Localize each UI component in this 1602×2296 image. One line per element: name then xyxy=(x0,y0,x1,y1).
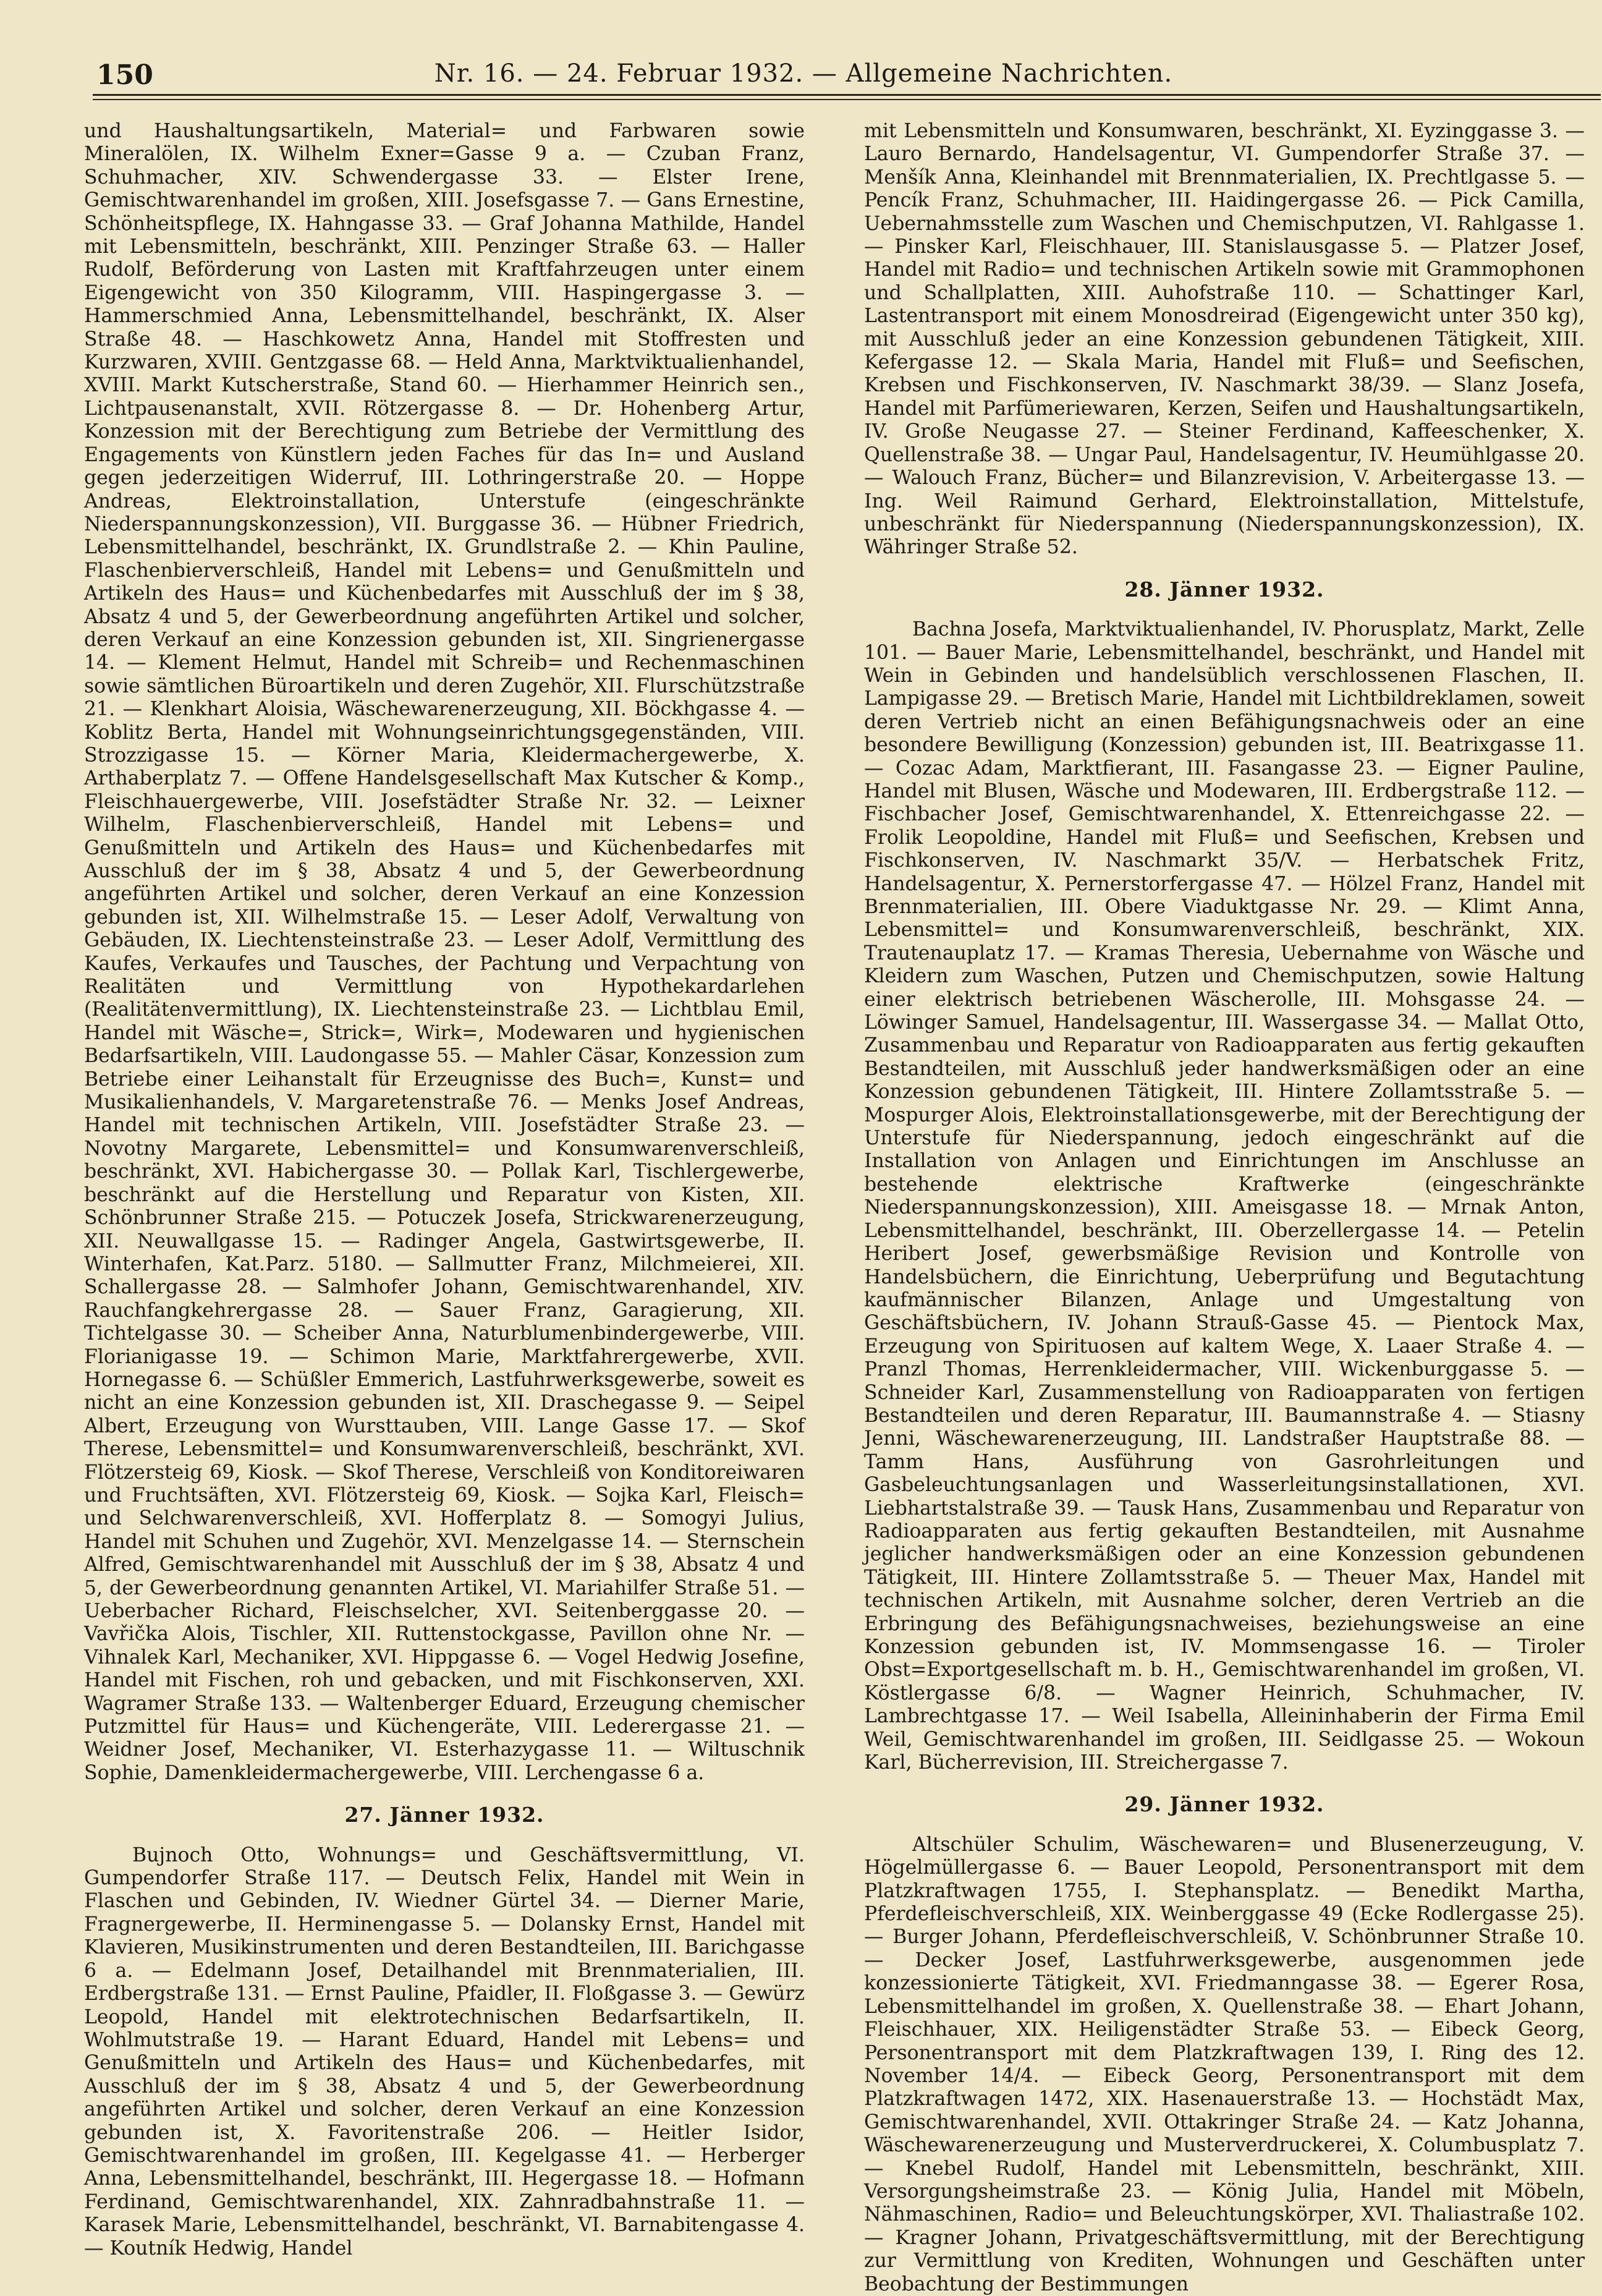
left-paragraph-continued: und Haushaltungsartikeln, Material= und Farbwaren sowie Mineralölen, IX. Wilhelm Exner=Gasse 9 a. — Czuban Franz, Schuhmacher, XIV. Schwendergasse 33. — Elster Irene, Gemischtwarenhandel im großen, XIII. Josefsgasse 7. — Gans Ernestine, Schönheitspflege, IX. Hahngasse 33. — Graf Johanna Mathilde, Handel mit Lebensmitteln, beschränkt, XIII. Penzinger Straße 63. — Haller Rudolf, Beförderung von Lasten mit Kraftfahrzeugen unter einem Eigengewicht von 350 Kilogramm, VIII. Haspingergasse 3. — Hammerschmied Anna, Lebensmittelhandel, beschränkt, IX. Alser Straße 48. — Haschkowetz Anna, Handel mit Stoffresten und Kurzwaren, XVIII. Gentzgasse 68. — Held Anna, Marktviktualienhandel, XVIII. Markt Kutscherstraße, Stand 60. — Hierhammer Heinrich sen., Lichtpausenanstalt, XVII. Rötzergasse 8. — Dr. Hohenberg Artur, Konzession mit der Berechtigung zum Betriebe der Vermittlung des Engagements von Künstlern jeden Faches für das In= und Ausland gegen jederzeitigen Widerruf, III. Lothringerstraße 20. — Hoppe Andreas, Elektroinstallation, Unterstufe (eingeschränkte Niederspannungskonzession), VII. Burggasse 36. — Hübner Friedrich, Lebensmittelhandel, beschränkt, IX. Grundlstraße 2. — Khin Pauline, Flaschenbierverschleiß, Handel mit Lebens= und Genußmitteln und Artikeln des Haus= und Küchenbedarfes mit Ausschluß der im § 38, Absatz 4 und 5, der Gewerbeordnung angeführten Artikel und solcher, deren Verkauf an eine Konzession gebunden ist, XII. Singrienergasse 14. — Klement Helmut, Handel mit Schreib= und Rechenmaschinen sowie sämtlichen Büroartikeln und deren Zugehör, XII. Flurschützstraße 21. — Klenkhart Aloisia, Wäschewarenerzeugung, XII. Böckhgasse 4. — Koblitz Berta, Handel mit Wohnungseinrichtungsgegenständen, VIII. Strozzigasse 15. — Körner Maria, Kleidermachergewerbe, X. Arthaberplatz 7. — Offene Handelsgesellschaft Max Kutscher & Komp., Fleischhauergewerbe, VIII. Josefstädter Straße Nr. 32. — Leixner Wilhelm, Flaschenbierverschleiß, Handel mit Lebens= und Genußmitteln und Artikeln des Haus= und Küchenbedarfes mit Ausschluß der im § 38, Absatz 4 und 5, der Gewerbeordnung angeführten Artikel und solcher, deren Verkauf an eine Konzession gebunden ist, XII. Wilhelmstraße 15. — Leser Adolf, Verwaltung von Gebäuden, IX. Liechtensteinstraße 23. — Leser Adolf, Vermittlung des Kaufes, Verkaufes und Tausches, der Pachtung und Verpachtung von Realitäten und Vermittlung von Hypothekardarlehen (Realitätenvermittlung), IX. Liechtensteinstraße 23. — Lichtblau Emil, Handel mit Wäsche=, Strick=, Wirk=, Modewaren und hygienischen Bedarfsartikeln, VIII. Laudongasse 55. — Mahler Cäsar, Konzession zum Betriebe einer Leihanstalt für Erzeugnisse des Buch=, Kunst= und Musikalienhandels, V. Margaretenstraße 76. — Menks Josef Andreas, Handel mit technischen Artikeln, VIII. Josefstädter Straße 23. — Novotny Margarete, Lebensmittel= und Konsumwarenverschleiß, beschränkt, XVI. Habichergasse 30. — Pollak Karl, Tischlergewerbe, beschränkt auf die Herstellung und Reparatur von Kisten, XII. Schönbrunner Straße 215. — Potuczek Josefa, Strickwarenerzeugung, XII. Neuwallgasse 15. — Radinger Angela, Gastwirtsgewerbe, II. Winterhafen, Kat.Parz. 5180. — Sallmutter Franz, Milchmeierei, XII. Schallergasse 28. — Salmhofer Johann, Gemischtwarenhandel, XIV. Rauchfangkehrergasse 28. — Sauer Franz, Garagierung, XII. Tichtelgasse 30. — Scheiber Anna, Naturblumenbindergewerbe, VIII. Florianigasse 19. — Schimon Marie, Marktfahrergewerbe, XVII. Hornegasse 6. — Schüßler Emmerich, Lastfuhrwerksgewerbe, soweit es nicht an eine Konzession gebunden ist, XII. Draschegasse 9. — Seipel Albert, Erzeugung von Wursttauben, VIII. Lange Gasse 17. — Skof Therese, Lebensmittel= und Konsumwarenverschleiß, beschränkt, XVI. Flötzersteig 69, Kiosk. — Skof Therese, Verschleiß von Konditoreiwaren und Fruchtsäften, XVI. Flötzersteig 69, Kiosk. — Sojka Karl, Fleisch= und Selchwarenverschleiß, XVI. Hofferplatz 8. — Somogyi Julius, Handel mit Schuhen und Zugehör, XVI. Menzelgasse 14. — Sternschein Alfred, Gemischtwarenhandel mit Ausschluß der im § 38, Absatz 4 und 5, der Gewerbeordnung genannten Artikel, VI. Mariahilfer Straße 51. — Ueberbacher Richard, Fleischselcher, XVI. Seitenberggasse 20. — Vavřička Alois, Tischler, XII. Ruttenstockgasse, Pavillon ohne Nr. — Vihnalek Karl, Mechaniker, XVI. Hippgasse 6. — Vogel Hedwig Josefine, Handel mit Fischen, roh und gebacken, und mit Fischkonserven, XXI. Wagramer Straße 133. — Waltenberger Eduard, Erzeugung chemischer Putzmittel für Haus= und Küchengeräte, VIII. Lederergasse 21. — Weidner Josef, Mechaniker, VI. Esterhazygasse 11. — Wiltuschnik Sophie, Damenkleidermachergewerbe, VIII. Lerchengasse 6 a. xyxy=(84,120,805,1784)
left-paragraph-27-januar: Bujnoch Otto, Wohnungs= und Geschäftsvermittlung, VI. Gumpendorfer Straße 117. — Deutsch Felix, Handel mit Wein in Flaschen und Gebinden, IV. Wiedner Gürtel 34. — Dierner Marie, Fragnergewerbe, II. Herminengasse 5. — Dolansky Ernst, Handel mit Klavieren, Musikinstrumenten und deren Bestandteilen, III. Barichgasse 6 a. — Edelmann Josef, Detailhandel mit Brennmaterialien, III. Erdbergstraße 131. — Ernst Pauline, Pfaidler, II. Floßgasse 3. — Gewürz Leopold, Handel mit elektrotechnischen Bedarfsartikeln, II. Wohlmutstraße 19. — Harant Eduard, Handel mit Lebens= und Genußmitteln und Artikeln des Haus= und Küchenbedarfes, mit Ausschluß der im § 38, Absatz 4 und 5, der Gewerbeordnung angeführten Artikel und solcher, deren Verkauf an eine Konzession gebunden ist, X. Favoritenstraße 206. — Heitler Isidor, Gemischtwarenhandel im großen, III. Kegelgasse 41. — Herberger Anna, Lebensmittelhandel, beschränkt, III. Hegergasse 18. — Hofmann Ferdinand, Gemischtwarenhandel, XIX. Zahnradbahnstraße 11. — Karasek Marie, Lebensmittelhandel, beschränkt, VI. Barnabitengasse 4. — Koutník Hedwig, Handel xyxy=(84,1843,805,2260)
date-heading-28-januar: 28. Jänner 1932. xyxy=(1124,577,1324,602)
running-title: Nr. 16. — 24. Februar 1932. — Allgemeine Nachrichten. xyxy=(434,59,1173,88)
date-heading-27-januar: 27. Jänner 1932. xyxy=(344,1803,545,1827)
right-paragraph-continued: mit Lebensmitteln und Konsumwaren, beschränkt, XI. Eyzinggasse 3. — Lauro Bernardo, Handelsagentur, VI. Gumpendorfer Straße 37. — Menšík Anna, Kleinhandel mit Brennmaterialien, IX. Prechtlgasse 5. — Pencík Franz, Schuhmacher, III. Haidingergasse 26. — Pick Camilla, Uebernahmsstelle zum Waschen und Chemischputzen, VI. Rahlgasse 1. — Pinsker Karl, Fleischhauer, III. Stanislausgasse 5. — Platzer Josef, Handel mit Radio= und technischen Artikeln sowie mit Grammophonen und Schallplatten, XIII. Auhofstraße 110. — Schattinger Karl, Lastentransport mit einem Monosdreirad (Eigengewicht unter 350 kg), mit Ausschluß jeder an eine Konzession gebundenen Tätigkeit, XIII. Kefergasse 12. — Skala Maria, Handel mit Fluß= und Seefischen, Krebsen und Fischkonserven, IV. Naschmarkt 38/39. — Slanz Josefa, Handel mit Parfümeriewaren, Kerzen, Seifen und Haushaltungsartikeln, IV. Große Neugasse 27. — Steiner Ferdinand, Kaffeeschenker, X. Quellenstraße 38. — Ungar Paul, Handelsagentur, IV. Heumühlgasse 20. — Walouch Franz, Bücher= und Bilanzrevision, V. Arbeitergasse 13. — Ing. Weil Raimund Gerhard, Elektroinstallation, Mittelstufe, unbeschränkt für Niederspannung (Niederspannungskonzession), IX. Währinger Straße 52. xyxy=(864,120,1585,559)
header-rule-bottom xyxy=(93,99,1601,100)
page-number: 150 xyxy=(96,59,153,91)
right-paragraph-28-januar: Bachna Josefa, Marktviktualienhandel, IV. Phorusplatz, Markt, Zelle 101. — Bauer Marie, Lebensmittelhandel, beschränkt, und Handel mit Wein in Gebinden und handelsüblich verschlossenen Flaschen, II. Lampigasse 29. — Bretisch Marie, Handel mit Lichtbildreklamen, soweit deren Vertrieb nicht an einen Befähigungsnachweis oder an eine besondere Bewilligung (Konzession) gebunden ist, III. Beatrixgasse 11. — Cozac Adam, Marktfierant, III. Fasangasse 23. — Eigner Pauline, Handel mit Blusen, Wäsche und Modewaren, III. Erdbergstraße 112. — Fischbacher Josef, Gemischtwarenhandel, X. Ettenreichgasse 22. — Frolik Leopoldine, Handel mit Fluß= und Seefischen, Krebsen und Fischkonserven, IV. Naschmarkt 35/V. — Herbatschek Fritz, Handelsagentur, X. Pernerstorfergasse 47. — Hölzel Franz, Handel mit Brennmaterialien, III. Obere Viaduktgasse Nr. 29. — Klimt Anna, Lebensmittel= und Konsumwarenverschleiß, beschränkt, XIX. Trautenauplatz 17. — Kramas Theresia, Uebernahme von Wäsche und Kleidern zum Waschen, Putzen und Chemischputzen, sowie Haltung einer elektrisch betriebenen Wäscherolle, III. Mohsgasse 24. — Löwinger Samuel, Handelsagentur, III. Wassergasse 34. — Mallat Otto, Zusammenbau und Reparatur von Radioapparaten aus fertig gekauften Bestandteilen, mit Ausschluß jeder handwerksmäßigen oder an eine Konzession gebundenen Tätigkeit, III. Hintere Zollamtsstraße 5. — Mospurger Alois, Elektroinstallationsgewerbe, mit der Berechtigung der Unterstufe für Niederspannung, jedoch eingeschränkt auf die Installation von Anlagen und Einrichtungen im Anschlusse an bestehende elektrische Kraftwerke (eingeschränkte Niederspannungskonzession), XIII. Ameisgasse 18. — Mrnak Anton, Lebensmittelhandel, beschränkt, III. Oberzellergasse 14. — Petelin Heribert Josef, gewerbsmäßige Revision und Kontrolle von Handelsbüchern, die Einrichtung, Ueberprüfung und Begutachtung kaufmännischer Bilanzen, Anlage und Umgestaltung von Geschäftsbüchern, IV. Johann Strauß-Gasse 45. — Pientock Max, Erzeugung von Spirituosen auf kaltem Wege, X. Laaer Straße 4. — Pranzl Thomas, Herrenkleidermacher, VIII. Wickenburggasse 5. — Schneider Karl, Zusammenstellung von Radioapparaten von fertigen Bestandteilen und deren Reparatur, III. Baumannstraße 4. — Stiasny Jenni, Wäschewarenerzeugung, III. Landstraßer Hauptstraße 88. — Tamm Hans, Ausführung von Gasrohrleitungen und Gasbeleuchtungsanlagen und Wasserleitungsinstallationen, XVI. Liebhartstalstraße 39. — Tausk Hans, Zusammenbau und Reparatur von Radioapparaten aus fertig gekauften Bestandteilen, mit Ausnahme jeglicher handwerksmäßigen oder an eine Konzession gebundenen Tätigkeit, III. Hintere Zollamtsstraße 5. — Theuer Max, Handel mit technischen Artikeln, mit Ausnahme solcher, deren Vertrieb an die Erbringung des Befähigungsnachweises, beziehungsweise an eine Konzession gebunden ist, IV. Mommsengasse 16. — Tiroler Obst=Exportgesellschaft m. b. H., Gemischtwarenhandel im großen, VI. Köstlergasse 6/8. — Wagner Heinrich, Schuhmacher, IV. Lambrechtgasse 17. — Weil Isabella, Alleininhaberin der Firma Emil Weil, Gemischtwarenhandel im großen, III. Seidlgasse 25. — Wokoun Karl, Bücherrevision, III. Streichergasse 7. xyxy=(864,618,1585,1774)
header-rule-top xyxy=(93,94,1601,96)
right-column xyxy=(864,120,1585,2296)
date-heading-29-januar: 29. Jänner 1932. xyxy=(1124,1792,1324,1817)
page-header xyxy=(0,0,1602,93)
right-paragraph-29-januar: Altschüler Schulim, Wäschewaren= und Blusenerzeugung, V. Högelmüllergasse 6. — Bauer Leopold, Personentransport mit dem Platzkraftwagen 1755, I. Stephansplatz. — Benedikt Martha, Pferdefleischverschleiß, XIX. Weinberggasse 49 (Ecke Rodlergasse 25). — Burger Johann, Pferdefleischverschleiß, V. Schönbrunner Straße 10. — Decker Josef, Lastfuhrwerksgewerbe, ausgenommen jede konzessionierte Tätigkeit, XVI. Friedmanngasse 38. — Egerer Rosa, Lebensmittelhandel im großen, X. Quellenstraße 38. — Ehart Johann, Fleischhauer, XIX. Heiligenstädter Straße 53. — Eibeck Georg, Personentransport mit dem Platzkraftwagen 139, I. Ring des 12. November 14/4. — Eibeck Georg, Personentransport mit dem Platzkraftwagen 1472, XIX. Hasenauerstraße 13. — Hochstädt Max, Gemischtwarenhandel, XVII. Ottakringer Straße 24. — Katz Johanna, Wäschewarenerzeugung und Musterverdruckerei, X. Columbusplatz 7. — Knebel Rudolf, Handel mit Lebensmitteln, beschränkt, XIII. Versorgungsheimstraße 23. — König Julia, Handel mit Möbeln, Nähmaschinen, Radio= und Beleuchtungskörper, XVI. Thaliastraße 102. — Kragner Johann, Privatgeschäftsvermittlung, mit der Berechtigung zur Vermittlung von Krediten, Wohnungen und Geschäften unter Beobachtung der Bestimmungen xyxy=(864,1833,1585,2295)
left-column xyxy=(84,120,805,2260)
